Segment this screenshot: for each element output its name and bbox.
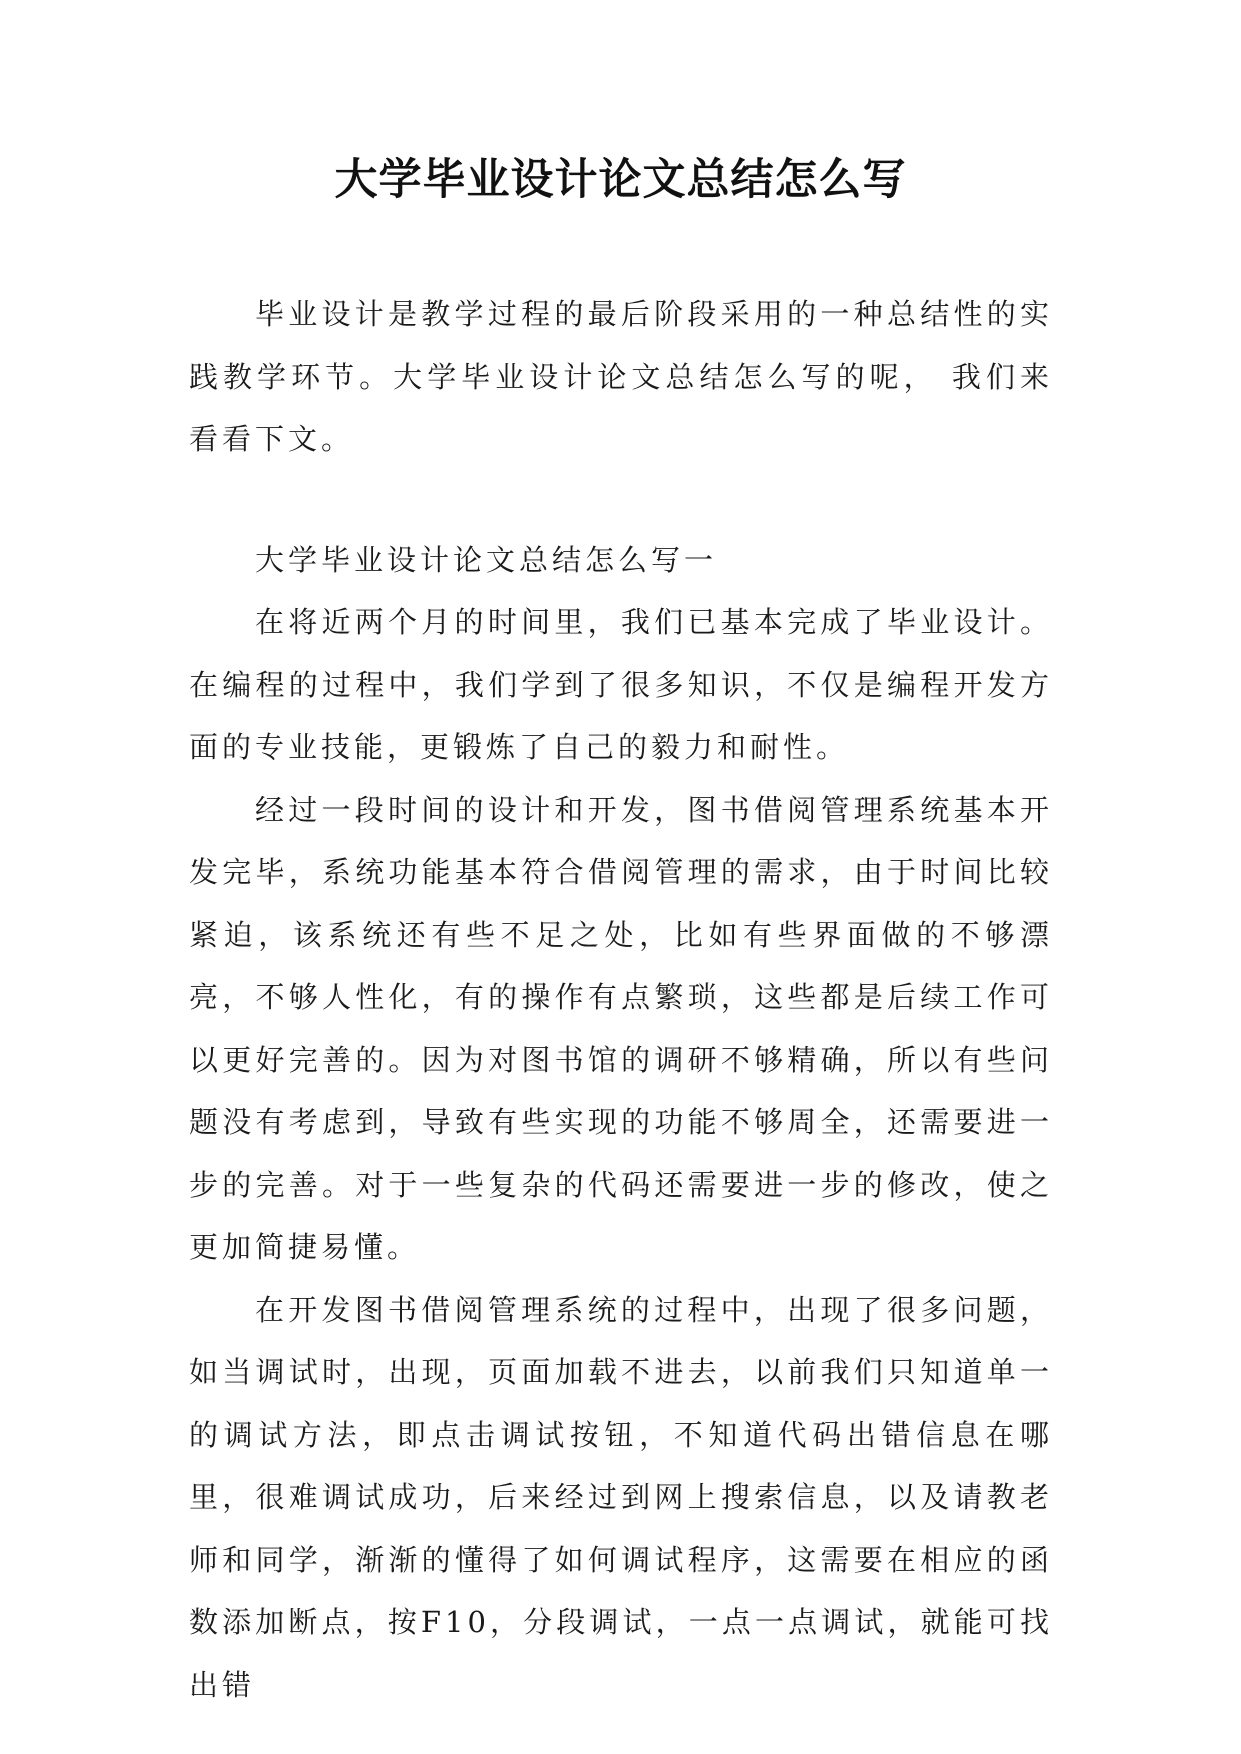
intro-paragraph: 毕业设计是教学过程的最后阶段采用的一种总结性的实践教学环节。大学毕业设计论文总结怎么写的呢， 我们来看看下文。 (189, 297, 1053, 456)
body-paragraph: 在将近两个月的时间里，我们已基本完成了毕业设计。在编程的过程中，我们学到了很多知识，不仅是编程开发方面的专业技能，更锻炼了自己的毅力和耐性。 (189, 605, 1053, 764)
document-body (189, 283, 1053, 1716)
document-title: 大学毕业设计论文总结怎么写 (334, 155, 907, 205)
body-paragraph: 在开发图书借阅管理系统的过程中，出现了很多问题，如当调试时，出现，页面加载不进去，以前我们只知道单一的调试方法，即点击调试按钮，不知道代码出错信息在哪里，很难调试成功，后来经过到网上搜索信息，以及请教老师和同学，渐渐的懂得了如何调试程序，这需要在相应的函数添加断点，按F10，分段调试，一点一点调试，就能可找出错 (189, 1292, 1053, 1702)
body-paragraph: 经过一段时间的设计和开发，图书借阅管理系统基本开发完毕，系统功能基本符合借阅管理的需求，由于时间比较紧迫，该系统还有些不足之处，比如有些界面做的不够漂亮，不够人性化，有的操作有点繁琐，这些都是后续工作可以更好完善的。因为对图书馆的调研不够精确，所以有些问题没有考虑到，导致有些实现的功能不够周全，还需要进一步的完善。对于一些复杂的代码还需要进一步的修改，使之更加简捷易懂。 (189, 792, 1053, 1264)
section-heading: 大学毕业设计论文总结怎么写一 (255, 542, 718, 577)
